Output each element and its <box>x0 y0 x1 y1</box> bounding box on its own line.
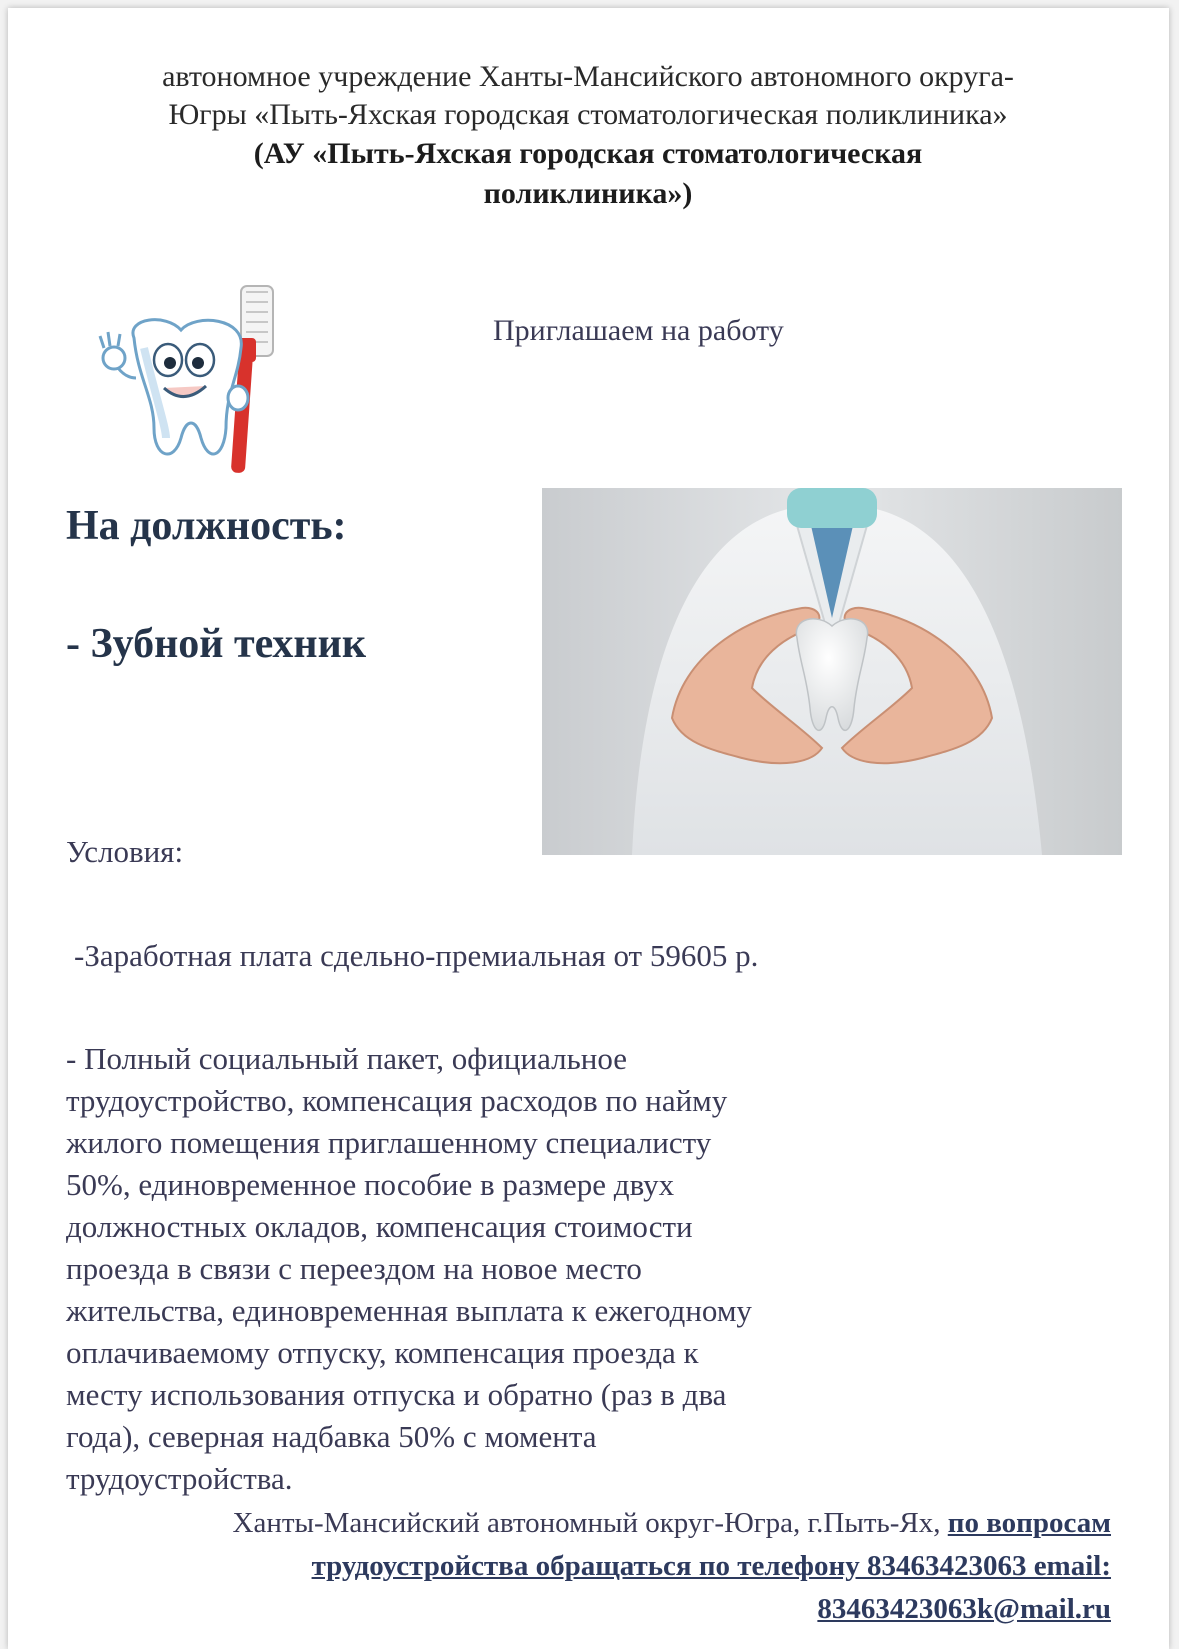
contact-text-2: трудоустройства обращаться по телефону 83463423063 email: <box>311 1550 1111 1582</box>
salary-condition: -Заработная плата сдельно-премиальная от 59605 р. <box>74 938 759 973</box>
position-heading: На должность: <box>66 503 347 549</box>
org-short-name-line-1: (АУ «Пыть-Яхская городская стоматологическая <box>253 137 923 170</box>
contact-footer <box>111 1502 1111 1631</box>
invitation-text: Приглашаем на работу <box>493 314 784 347</box>
conditions-heading: Условия: <box>66 834 184 869</box>
dentist-photo <box>542 488 1122 855</box>
benefits-paragraph <box>66 1038 866 1500</box>
benefits-line: трудоустройство, компенсация расходов по найму <box>66 1083 728 1118</box>
organization-header <box>68 58 1108 214</box>
contact-text-1: по вопросам <box>947 1507 1111 1539</box>
benefits-line: 50%, единовременное пособие в размере двух <box>66 1167 675 1202</box>
benefits-line: должностных окладов, компенсация стоимости <box>66 1209 693 1244</box>
org-name-line-2: Югры «Пыть-Яхская городская стоматологическая поликлиника» <box>168 98 1008 131</box>
benefits-line: трудоустройства. <box>66 1461 293 1496</box>
benefits-line: оплачиваемому отпуску, компенсация проезда к <box>66 1335 699 1370</box>
benefits-line: - Полный социальный пакет, официальное <box>66 1041 627 1076</box>
benefits-line: жительства, единовременная выплата к ежегодному <box>66 1293 752 1328</box>
tooth-mascot-icon <box>96 278 306 478</box>
location-text: Ханты-Мансийский автономный округ-Югра, г.Пыть-Ях, <box>232 1507 941 1539</box>
benefits-line: проезда в связи с переездом на новое место <box>66 1251 642 1286</box>
email-link[interactable]: 83463423063k@mail.ru <box>817 1593 1111 1625</box>
document-page <box>8 8 1169 1649</box>
position-name: - Зубной техник <box>66 621 367 667</box>
org-short-name-line-2: поликлиника») <box>483 177 693 210</box>
benefits-line: года), северная надбавка 50% с момента <box>66 1419 597 1454</box>
benefits-line: жилого помещения приглашенному специалисту <box>66 1125 712 1160</box>
org-name-line-1: автономное учреждение Ханты-Мансийского автономного округа- <box>162 60 1014 93</box>
benefits-line: месту использования отпуска и обратно (раз в два <box>66 1377 727 1412</box>
